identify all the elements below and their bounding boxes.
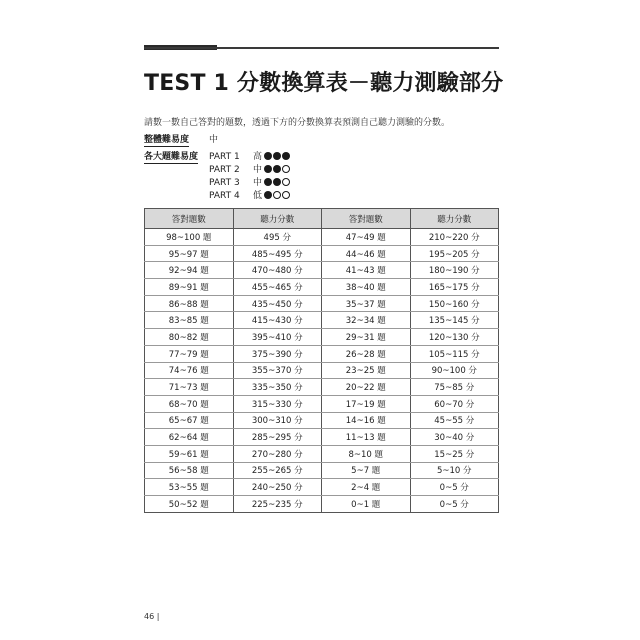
correct-count-cell: 62~64 題 — [145, 429, 234, 446]
listening-score-cell: 335~350 分 — [233, 379, 322, 396]
listening-score-cell: 435~450 分 — [233, 295, 322, 312]
listening-score-cell: 135~145 分 — [410, 312, 499, 329]
listening-score-cell: 300~310 分 — [233, 412, 322, 429]
listening-score-cell: 225~235 分 — [233, 496, 322, 513]
filled-circle-icon — [264, 178, 272, 186]
part-difficulty-row — [209, 152, 291, 163]
listening-score-cell: 285~295 分 — [233, 429, 322, 446]
page-title: TEST 1 分數換算表－聽力測驗部分 — [144, 71, 504, 96]
filled-circle-icon — [273, 178, 281, 186]
correct-count-cell: 2~4 題 — [322, 479, 411, 496]
empty-circle-icon — [282, 178, 290, 186]
correct-count-cell: 38~40 題 — [322, 279, 411, 296]
filled-circle-icon — [264, 191, 272, 199]
correct-count-cell: 92~94 題 — [145, 262, 234, 279]
correct-count-cell: 35~37 題 — [322, 295, 411, 312]
table-row — [145, 245, 499, 262]
header-correct-count: 答對題數 — [145, 209, 234, 229]
part-level: 中 — [253, 178, 263, 188]
listening-score-cell: 210~220 分 — [410, 229, 499, 246]
listening-score-cell: 30~40 分 — [410, 429, 499, 446]
correct-count-cell: 0~1 題 — [322, 496, 411, 513]
filled-circle-icon — [264, 152, 272, 160]
listening-score-cell: 415~430 分 — [233, 312, 322, 329]
listening-score-cell: 105~115 分 — [410, 345, 499, 362]
table-row — [145, 345, 499, 362]
correct-count-cell: 65~67 題 — [145, 412, 234, 429]
listening-score-cell: 375~390 分 — [233, 345, 322, 362]
listening-score-cell: 395~410 分 — [233, 329, 322, 346]
part-name: PART 2 — [209, 165, 240, 175]
correct-count-cell: 59~61 題 — [145, 445, 234, 462]
listening-score-cell: 195~205 分 — [410, 245, 499, 262]
part-difficulty-row — [209, 191, 291, 202]
correct-count-cell: 86~88 題 — [145, 295, 234, 312]
listening-score-cell: 470~480 分 — [233, 262, 322, 279]
listening-score-cell: 150~160 分 — [410, 295, 499, 312]
table-row — [145, 312, 499, 329]
correct-count-cell: 71~73 題 — [145, 379, 234, 396]
listening-score-cell: 60~70 分 — [410, 395, 499, 412]
listening-score-cell: 255~265 分 — [233, 462, 322, 479]
part-name: PART 4 — [209, 191, 240, 201]
filled-circle-icon — [273, 165, 281, 173]
listening-score-cell: 485~495 分 — [233, 245, 322, 262]
title-rule — [144, 47, 499, 49]
listening-score-cell: 240~250 分 — [233, 479, 322, 496]
table-row — [145, 445, 499, 462]
intro-text: 請數一數自己答對的題數，透過下方的分數換算表預測自己聽力測驗的分數。 — [144, 118, 451, 128]
listening-score-cell: 0~5 分 — [410, 496, 499, 513]
table-row — [145, 429, 499, 446]
part-name: PART 3 — [209, 178, 240, 188]
correct-count-cell: 80~82 題 — [145, 329, 234, 346]
header-correct-count: 答對題數 — [322, 209, 411, 229]
correct-count-cell: 95~97 題 — [145, 245, 234, 262]
listening-score-cell: 355~370 分 — [233, 362, 322, 379]
part-difficulty-row — [209, 165, 291, 176]
listening-score-cell: 15~25 分 — [410, 445, 499, 462]
table-row — [145, 496, 499, 513]
correct-count-cell: 98~100 題 — [145, 229, 234, 246]
part-level: 低 — [253, 191, 263, 201]
table-row — [145, 295, 499, 312]
listening-score-cell: 75~85 分 — [410, 379, 499, 396]
listening-score-cell: 165~175 分 — [410, 279, 499, 296]
overall-difficulty-value: 中 — [209, 135, 219, 145]
score-conversion-table — [144, 208, 499, 513]
empty-circle-icon — [282, 165, 290, 173]
table-row — [145, 412, 499, 429]
part-difficulty-row — [209, 178, 291, 189]
listening-score-cell: 455~465 分 — [233, 279, 322, 296]
correct-count-cell: 23~25 題 — [322, 362, 411, 379]
listening-score-cell: 5~10 分 — [410, 462, 499, 479]
listening-score-cell: 495 分 — [233, 229, 322, 246]
table-row — [145, 479, 499, 496]
table-header-row — [145, 209, 499, 229]
listening-score-cell: 270~280 分 — [233, 445, 322, 462]
correct-count-cell: 68~70 題 — [145, 395, 234, 412]
table-row — [145, 329, 499, 346]
table-row — [145, 262, 499, 279]
empty-circle-icon — [282, 191, 290, 199]
part-name: PART 1 — [209, 152, 240, 162]
listening-score-cell: 315~330 分 — [233, 395, 322, 412]
correct-count-cell: 47~49 題 — [322, 229, 411, 246]
correct-count-cell: 41~43 題 — [322, 262, 411, 279]
correct-count-cell: 5~7 題 — [322, 462, 411, 479]
correct-count-cell: 77~79 題 — [145, 345, 234, 362]
table-row — [145, 379, 499, 396]
listening-score-cell: 120~130 分 — [410, 329, 499, 346]
part-level: 高 — [253, 152, 263, 162]
listening-score-cell: 45~55 分 — [410, 412, 499, 429]
part-level: 中 — [253, 165, 263, 175]
listening-score-cell: 90~100 分 — [410, 362, 499, 379]
correct-count-cell: 53~55 題 — [145, 479, 234, 496]
correct-count-cell: 74~76 題 — [145, 362, 234, 379]
correct-count-cell: 14~16 題 — [322, 412, 411, 429]
table-row — [145, 362, 499, 379]
correct-count-cell: 8~10 題 — [322, 445, 411, 462]
page-number: 46 | — [144, 612, 160, 621]
correct-count-cell: 20~22 題 — [322, 379, 411, 396]
filled-circle-icon — [273, 152, 281, 160]
empty-circle-icon — [273, 191, 281, 199]
table-row — [145, 279, 499, 296]
correct-count-cell: 56~58 題 — [145, 462, 234, 479]
correct-count-cell: 11~13 題 — [322, 429, 411, 446]
filled-circle-icon — [282, 152, 290, 160]
correct-count-cell: 89~91 題 — [145, 279, 234, 296]
section-difficulty-label: 各大題難易度 — [144, 152, 199, 162]
overall-difficulty-label: 整體難易度 — [144, 135, 190, 145]
filled-circle-icon — [264, 165, 272, 173]
header-listening-score: 聽力分數 — [410, 209, 499, 229]
table-row — [145, 462, 499, 479]
listening-score-cell: 180~190 分 — [410, 262, 499, 279]
correct-count-cell: 50~52 題 — [145, 496, 234, 513]
correct-count-cell: 17~19 題 — [322, 395, 411, 412]
listening-score-cell: 0~5 分 — [410, 479, 499, 496]
correct-count-cell: 44~46 題 — [322, 245, 411, 262]
correct-count-cell: 26~28 題 — [322, 345, 411, 362]
correct-count-cell: 29~31 題 — [322, 329, 411, 346]
correct-count-cell: 32~34 題 — [322, 312, 411, 329]
correct-count-cell: 83~85 題 — [145, 312, 234, 329]
table-row — [145, 229, 499, 246]
table-row — [145, 395, 499, 412]
header-listening-score: 聽力分數 — [233, 209, 322, 229]
